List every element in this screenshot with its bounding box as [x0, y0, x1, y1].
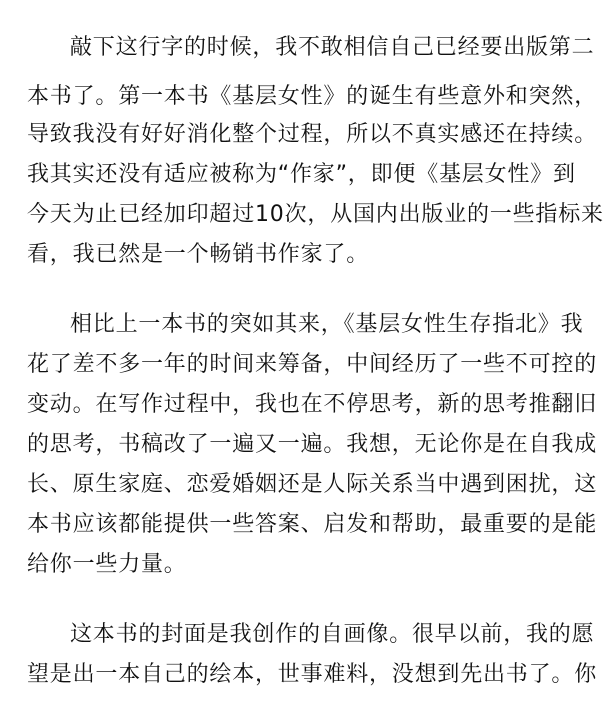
paragraph-line: 看，我已然是一个畅销书作家了。: [27, 242, 370, 267]
paragraph-line: 本书应该都能提供一些答案、启发和帮助，最重要的是能: [27, 512, 598, 537]
paragraph-line: 相比上一本书的突如其来，《基层女性生存指北》我: [70, 312, 584, 337]
paragraph-line: 望是出一本自己的绘本，世事难料，没想到先出书了。你: [27, 662, 598, 687]
paragraph-line: 长、原生家庭、恋爱婚姻还是人际关系当中遇到困扰，这: [27, 472, 598, 497]
paragraph-line: 变动。在写作过程中，我也在不停思考，新的思考推翻旧: [27, 392, 598, 417]
paragraph-line: 的思考，书稿改了一遍又一遍。我想，无论你是在自我成: [27, 432, 598, 457]
paragraph-line: 给你一些力量。: [27, 552, 187, 577]
paragraph-line: 这本书的封面是我创作的自画像。很早以前，我的愿: [70, 622, 595, 647]
paragraph-line: 导致我没有好好消化整个过程，所以不真实感还在持续。: [27, 122, 598, 147]
paragraph-line: 今天为止已经加印超过10次，从国内出版业的一些指标来: [27, 202, 604, 227]
paragraph-line: 花了差不多一年的时间来筹备，中间经历了一些不可控的: [27, 352, 598, 377]
paragraph-line: 敲下这行字的时候，我不敢相信自己已经要出版第二: [70, 35, 595, 60]
paragraph-line: 我其实还没有适应被称为“作家”，即便《基层女性》到: [27, 162, 576, 187]
paragraph-line: 本书了。第一本书《基层女性》的诞生有些意外和突然，: [27, 84, 598, 109]
